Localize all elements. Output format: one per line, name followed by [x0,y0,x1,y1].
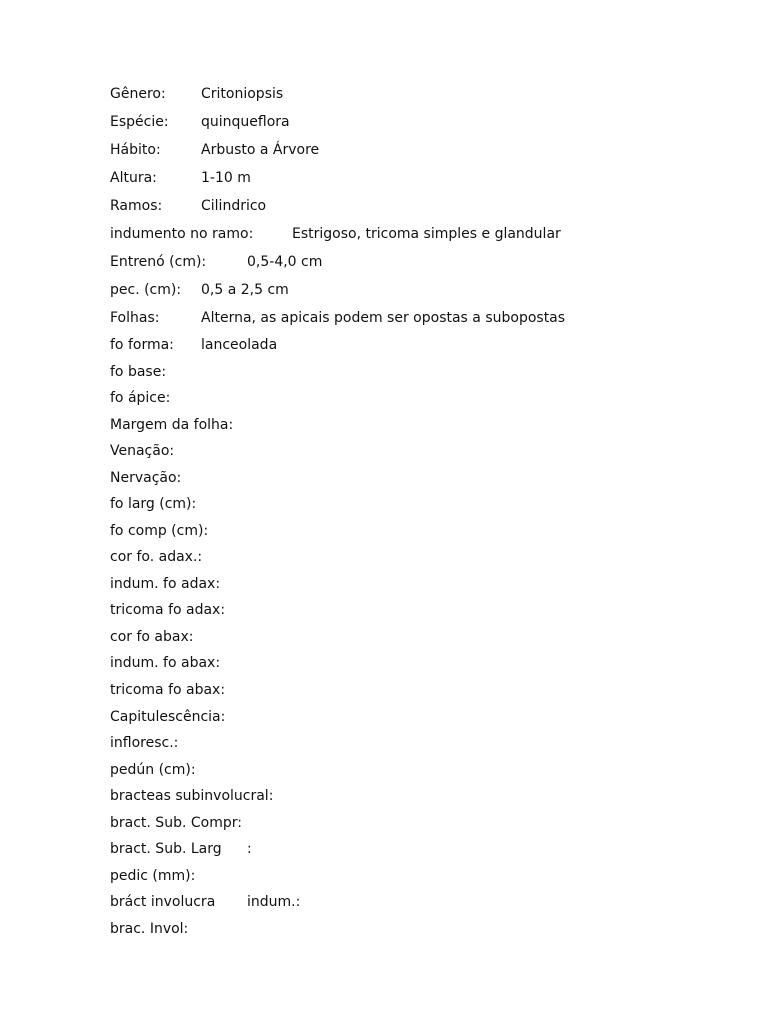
field-label: Margem da folha: [110,417,234,433]
field-label: tricoma fo abax: [110,682,226,698]
field-label: indum. fo abax: [110,655,221,671]
field-label: pec. (cm): [110,282,182,298]
field-label: bract. Sub. Larg [110,841,222,857]
field-value: : [247,841,252,857]
field-label: bract. Sub. Compr: [110,815,242,831]
field-value: Alterna, as apicais podem ser opostas a subopostas [201,310,566,326]
field-label: Capitulescência: [110,709,226,725]
field-label: Venação: [110,443,175,459]
field-label: bracteas subinvolucral: [110,788,274,804]
field-value: 0,5 a 2,5 cm [201,282,289,298]
field-value: Cilindrico [201,198,267,214]
field-label: Gênero: [110,86,166,102]
field-label: fo comp (cm): [110,523,209,539]
field-value: quinqueflora [201,114,290,130]
field-label: Ramos: [110,198,163,214]
field-label: Nervação: [110,470,182,486]
field-label: Altura: [110,170,157,186]
field-value: Arbusto a Árvore [201,142,320,158]
field-label: fo larg (cm): [110,496,197,512]
field-value: 0,5-4,0 cm [247,254,323,270]
field-value: lanceolada [201,337,278,353]
field-label: indum. fo adax: [110,576,221,592]
field-label: Entrenó (cm): [110,254,207,270]
field-label: fo ápice: [110,390,171,406]
field-value: 1-10 m [201,170,251,186]
field-label: fo forma: [110,337,174,353]
field-value: Estrigoso, tricoma simples e glandular [292,226,561,242]
field-label: tricoma fo adax: [110,602,226,618]
field-label: brac. Invol: [110,921,189,937]
field-label: pedic (mm): [110,868,196,884]
field-value: Critoniopsis [201,86,284,102]
field-label: infloresc.: [110,735,179,751]
field-label: indumento no ramo: [110,226,254,242]
field-label: fo base: [110,364,167,380]
field-label: Folhas: [110,310,160,326]
field-value: indum.: [247,894,301,910]
field-label: cor fo. adax.: [110,549,203,565]
field-label: Hábito: [110,142,161,158]
field-label: Espécie: [110,114,169,130]
field-label: bráct involucra [110,894,216,910]
field-label: pedún (cm): [110,762,196,778]
field-label: cor fo abax: [110,629,194,645]
